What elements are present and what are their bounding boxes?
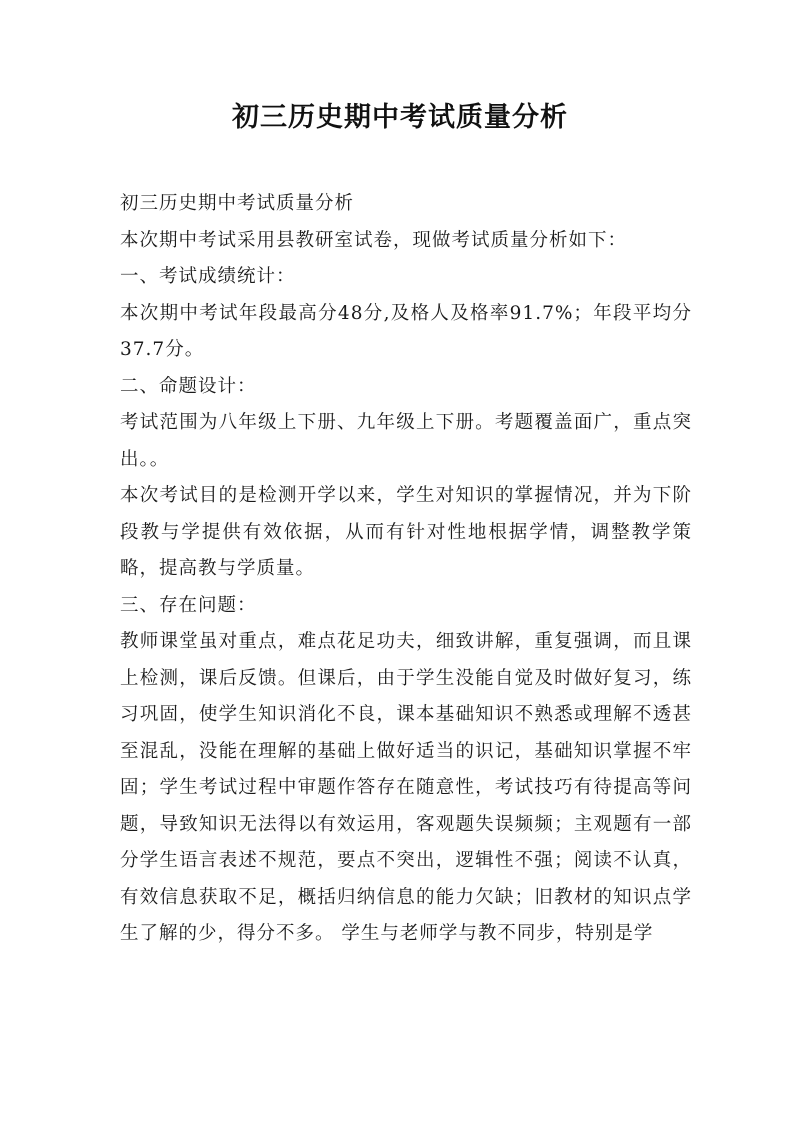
- paragraph-intro: 本次期中考试采用县教研室试卷，现做考试质量分析如下：: [120, 229, 628, 251]
- section-heading-question-design: 二、命题设计：: [120, 375, 257, 397]
- document-body: [120, 186, 692, 953]
- section-heading-score-stats: 一、考试成绩统计：: [120, 266, 296, 287]
- paragraph-subtitle: 初三历史期中考试质量分析: [120, 193, 355, 214]
- paragraph-problems: 教师课堂虽对重点，难点花足功夫，细致讲解，重复强调，而且课上检测，课后反馈。但课后，由于学生没能自觉及时做好复习，练习巩固，使学生知识消化不良，课本基础知识不熟悉或理解不透甚至混乱，没能在理解的基础上做好适当的识记，基础知识掌握不牢固；学生考试过程中审题作答存在随意性，考试技巧有待提高等问题，导致知识无法得以有效运用，客观题失误频频；主观题有一部分学生语言表述不规范，要点不突出，逻辑性不强；阅读不认真，有效信息获取不足，概括归纳信息的能力欠缺；旧教材的知识点学生了解的少，得分不多。 学生与老师学与教不同步，特别是学: [120, 631, 692, 944]
- paragraph-exam-scope: 考试范围为八年级上下册、九年级上下册。考题覆盖面广，重点突出。。: [120, 412, 692, 470]
- section-heading-problems: 三、存在问题：: [120, 594, 257, 616]
- paragraph-exam-purpose: 本次考试目的是检测开学以来，学生对知识的掌握情况，并为下阶段教与学提供有效依据，从而有针对性地根据学情，调整教学策略，提高教与学质量。: [120, 485, 692, 579]
- document-title: 初三历史期中考试质量分析: [232, 102, 568, 133]
- paragraph-score-stats: 本次期中考试年段最高分48分,及格人及格率91.7%；年段平均分37.7分。: [120, 302, 692, 360]
